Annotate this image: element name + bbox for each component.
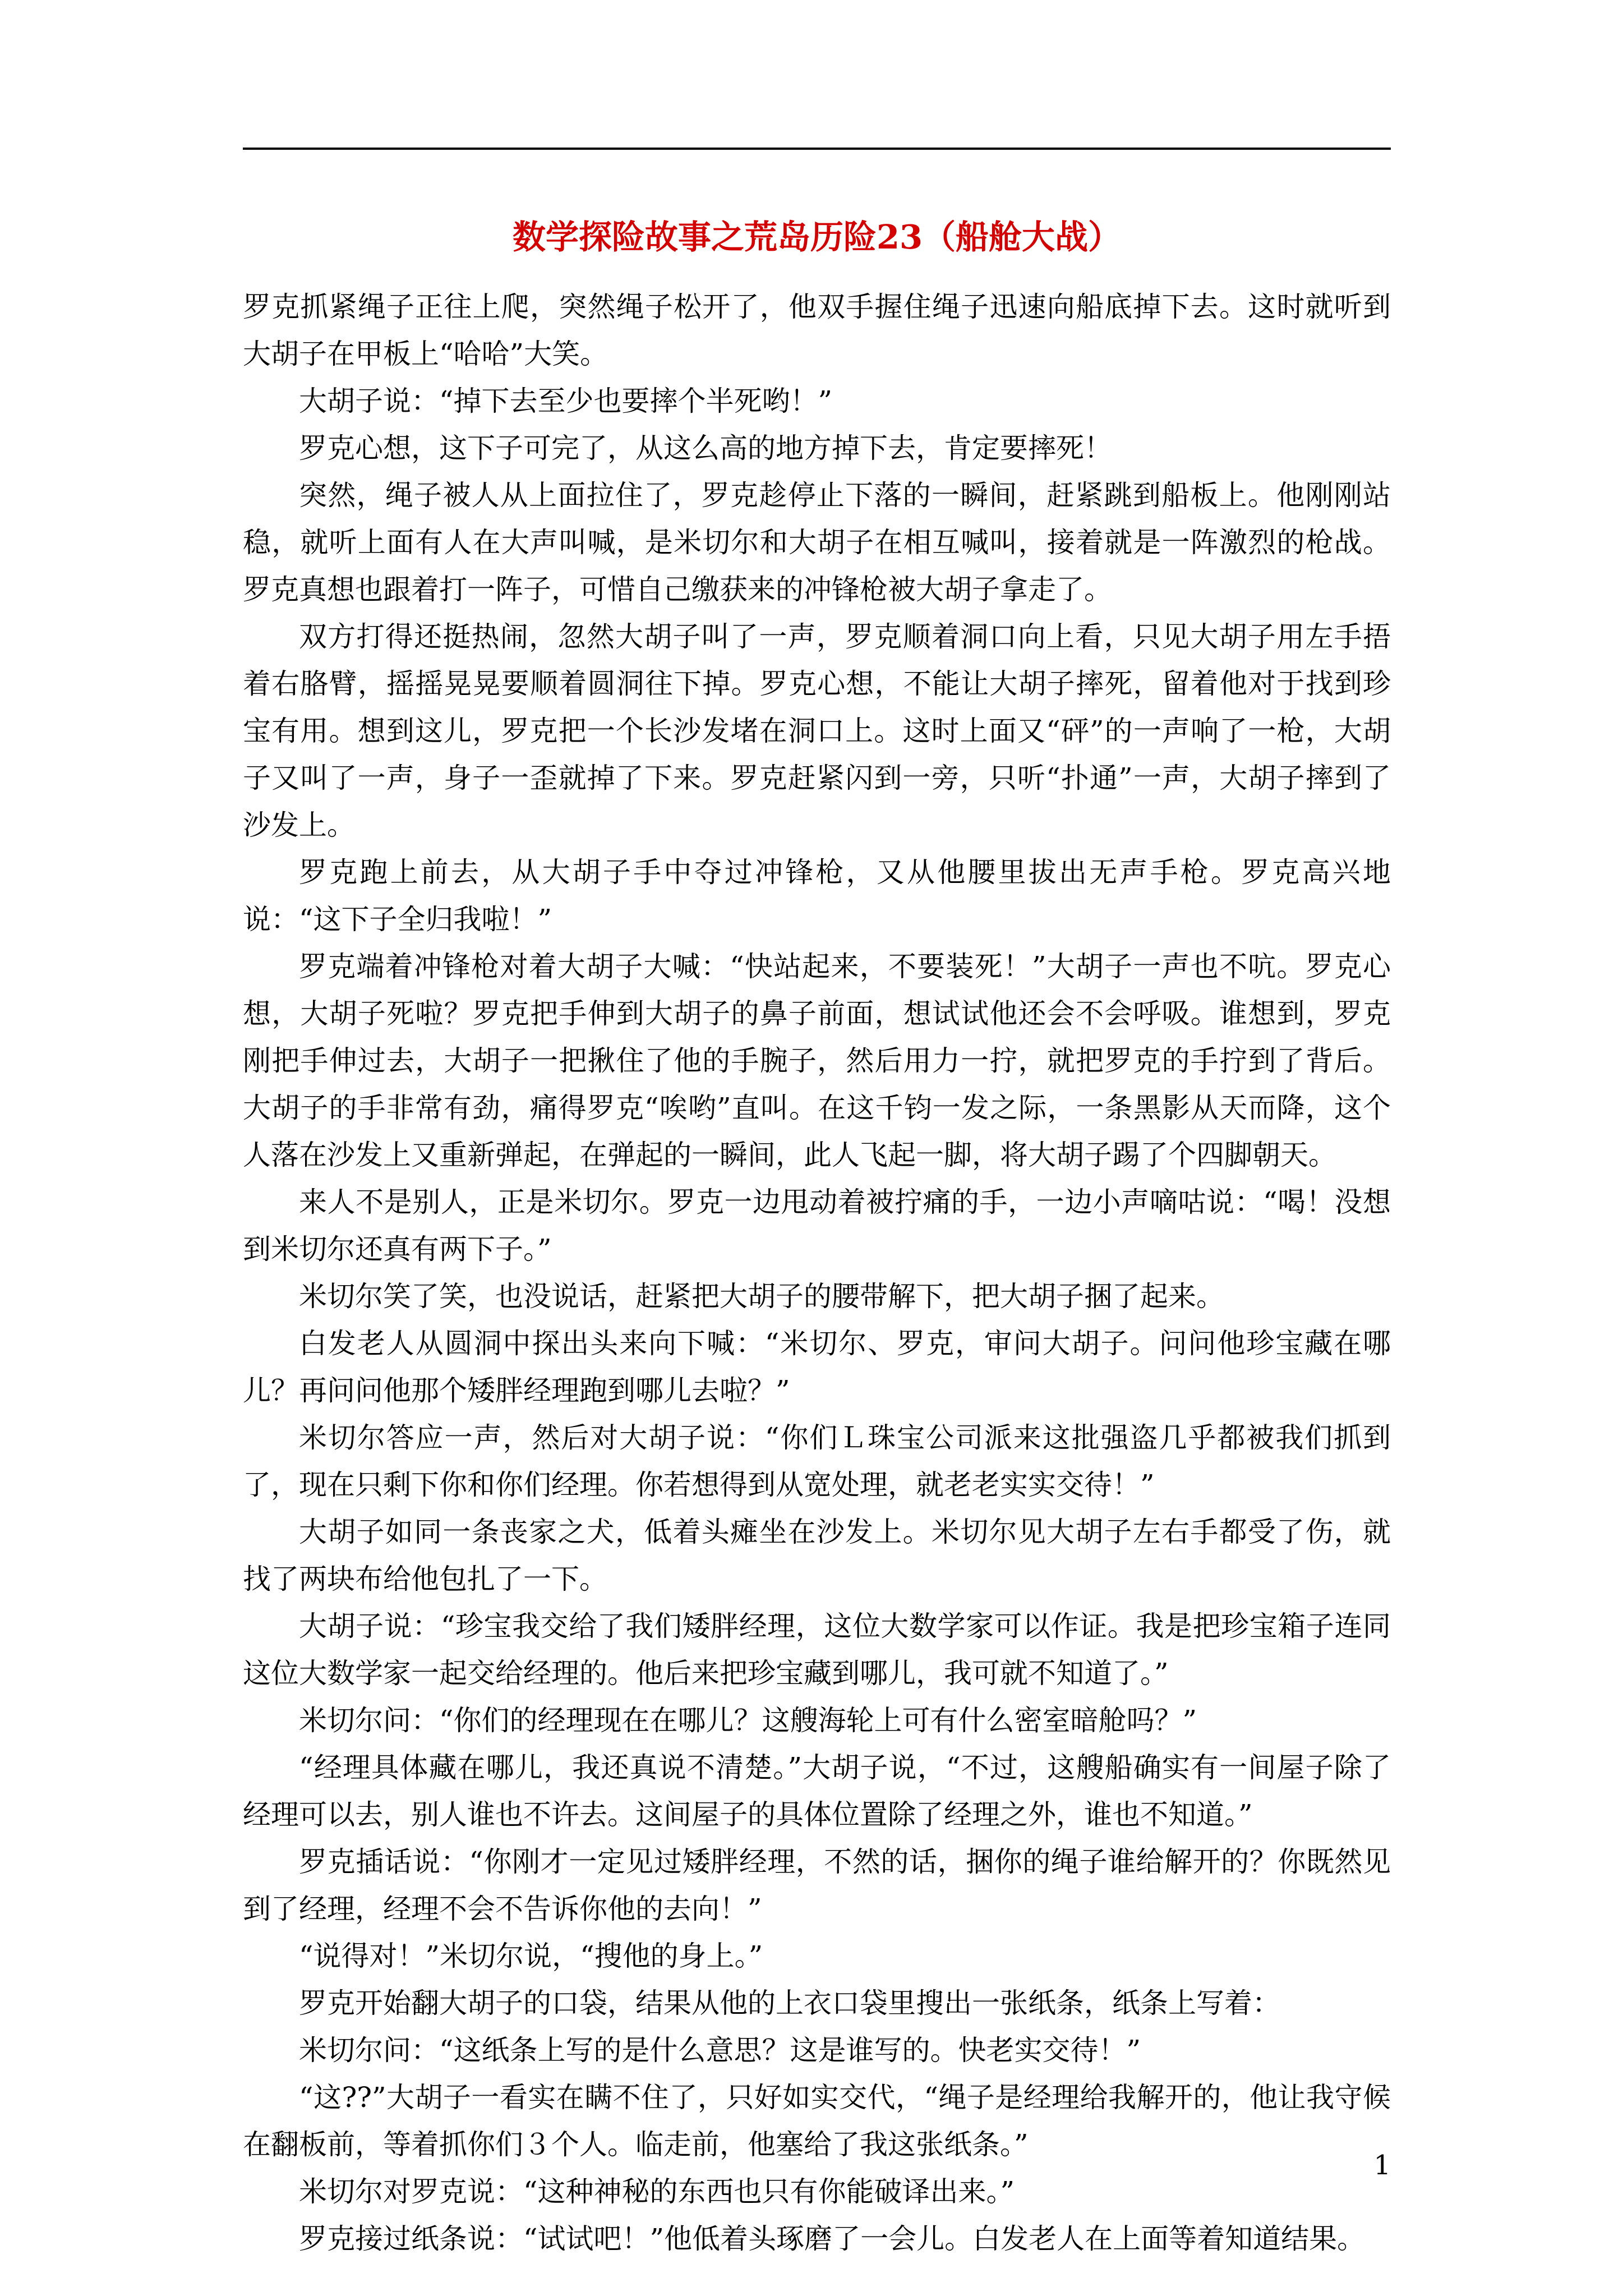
paragraph-6: 罗克跑上前去，从大胡子手中夺过冲锋枪，又从他腰里拔出无声手枪。罗克高兴地说：“这下子全归我啦！” [243, 856, 1391, 936]
paragraph-9: 米切尔笑了笑，也没说话，赶紧把大胡子的腰带解下，把大胡子捆了起来。 [299, 1280, 1224, 1313]
paragraph-17: “说得对！”米切尔说，“搜他的身上。” [299, 1940, 763, 1972]
paragraph-4: 突然，绳子被人从上面拉住了，罗克趁停止下落的一瞬间，赶紧跳到船板上。他刚刚站稳，就听上面有人在大声叫喊，是米切尔和大胡子在相互喊叫，接着就是一阵激烈的枪战。罗克真想也跟着打一阵子，可惜自己缴获来的冲锋枪被大胡子拿走了。 [243, 479, 1391, 606]
paragraph-14: 米切尔问：“你们的经理现在在哪儿？这艘海轮上可有什么密室暗舱吗？” [299, 1704, 1197, 1737]
paragraph-3: 罗克心想，这下子可完了，从这么高的地方掉下去，肯定要摔死！ [299, 432, 1112, 464]
paragraph-10: 白发老人从圆洞中探出头来向下喊：“米切尔、罗克，审问大胡子。问问他珍宝藏在哪儿？再问问他那个矮胖经理跑到哪儿去啦？” [243, 1327, 1391, 1407]
paragraph-13: 大胡子说：“珍宝我交给了我们矮胖经理，这位大数学家可以作证。我是把珍宝箱子连同这位大数学家一起交给经理的。他后来把珍宝藏到哪儿，我可就不知道了。” [243, 1610, 1391, 1690]
header-rule [243, 148, 1391, 150]
paragraph-7: 罗克端着冲锋枪对着大胡子大喊：“快站起来，不要装死！”大胡子一声也不吭。罗克心想，大胡子死啦？罗克把手伸到大胡子的鼻子前面，想试试他还会不会呼吸。谁想到，罗克刚把手伸过去，大胡子一把揪住了他的手腕子，然后用力一拧，就把罗克的手拧到了背后。大胡子的手非常有劲，痛得罗克“唉哟”直叫。在这千钧一发之际，一条黑影从天而降，这个人落在沙发上又重新弹起，在弹起的一瞬间，此人飞起一脚，将大胡子踢了个四脚朝天。 [243, 950, 1391, 1171]
paragraph-5: 双方打得还挺热闹，忽然大胡子叫了一声，罗克顺着洞口向上看，只见大胡子用左手捂着右胳臂，摇摇晃晃要顺着圆洞往下掉。罗克心想，不能让大胡子摔死，留着他对于找到珍宝有用。想到这儿，罗克把一个长沙发堵在洞口上。这时上面又“砰”的一声响了一枪，大胡子又叫了一声，身子一歪就掉了下来。罗克赶紧闪到一旁，只听“扑通”一声，大胡子摔到了沙发上。 [243, 620, 1391, 841]
paragraph-22: 罗克接过纸条说：“试试吧！”他低着头琢磨了一会儿。白发老人在上面等着知道结果。 [299, 2223, 1366, 2255]
paragraph-8: 来人不是别人，正是米切尔。罗克一边甩动着被拧痛的手，一边小声嘀咕说：“喝！没想到米切尔还真有两下子。” [243, 1186, 1391, 1266]
paragraph-21: 米切尔对罗克说：“这种神秘的东西也只有你能破译出来。” [299, 2175, 1015, 2208]
paragraph-15: “经理具体藏在哪儿，我还真说不清楚。”大胡子说，“不过，这艘船确实有一间屋子除了经理可以去，别人谁也不许去。这间屋子的具体位置除了经理之外，谁也不知道。” [243, 1751, 1391, 1831]
paragraph-12: 大胡子如同一条丧家之犬，低着头瘫坐在沙发上。米切尔见大胡子左右手都受了伤，就找了两块布给他包扎了一下。 [243, 1516, 1391, 1595]
paragraph-19: 米切尔问：“这纸条上写的是什么意思？这是谁写的。快老实交待！” [299, 2034, 1141, 2067]
document-title: 数学探险故事之荒岛历险23（船舱大战） [512, 218, 1122, 256]
paragraph-2: 大胡子说：“掉下去至少也要摔个半死哟！” [299, 385, 833, 417]
paragraph-16: 罗克插话说：“你刚才一定见过矮胖经理，不然的话，捆你的绳子谁给解开的？你既然见到了经理，经理不会不告诉你他的去向！” [243, 1846, 1391, 1925]
paragraph-20: “这??”大胡子一看实在瞒不住了，只好如实交代，“绳子是经理给我解开的，他让我守候在翻板前，等着抓你们３个人。临走前，他塞给了我这张纸条。” [243, 2081, 1391, 2161]
paragraph-18: 罗克开始翻大胡子的口袋，结果从他的上衣口袋里搜出一张纸条，纸条上写着： [299, 1987, 1280, 2019]
page-number: 1 [1373, 2150, 1391, 2181]
document-body [243, 283, 1391, 2262]
paragraph-1: 罗克抓紧绳子正往上爬，突然绳子松开了，他双手握住绳子迅速向船底掉下去。这时就听到大胡子在甲板上“哈哈”大笑。 [243, 291, 1391, 370]
paragraph-11: 米切尔答应一声，然后对大胡子说：“你们Ｌ珠宝公司派来这批强盗几乎都被我们抓到了，现在只剩下你和你们经理。你若想得到从宽处理，就老老实实交待！” [243, 1421, 1391, 1501]
